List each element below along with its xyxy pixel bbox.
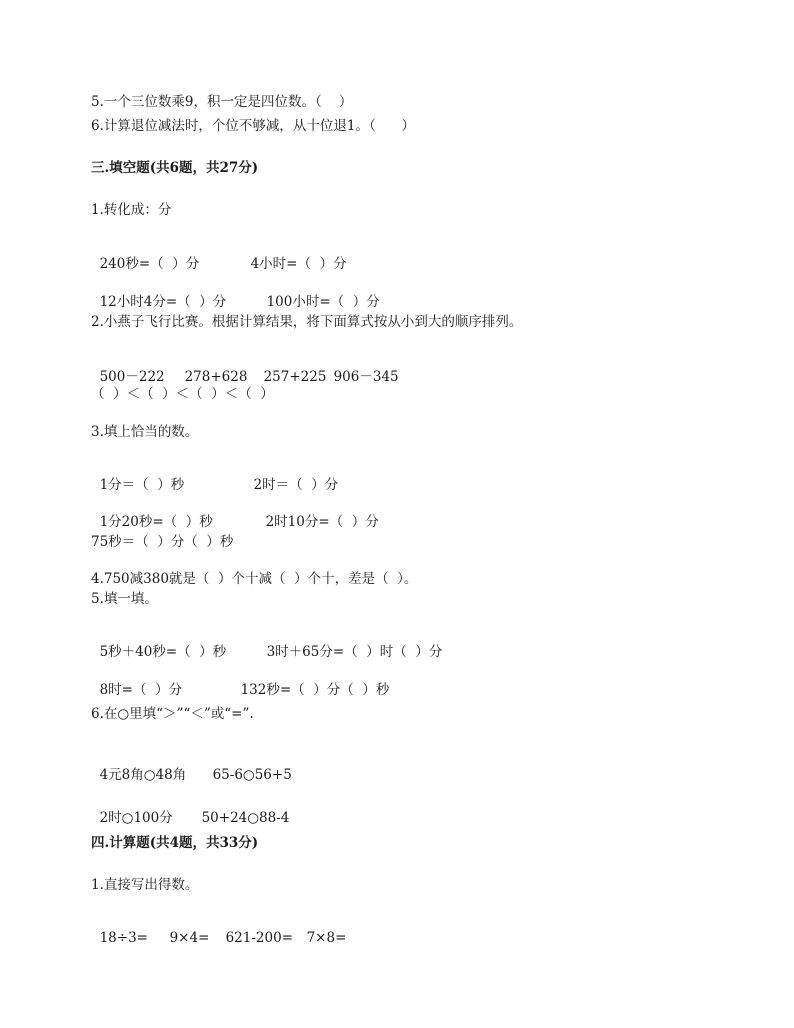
s4-q1-items <box>91 911 346 947</box>
s3-q5-row2 <box>91 663 389 699</box>
s3-q2-order: （ ）＜（ ）＜（ ）＜（ ） <box>91 386 274 402</box>
judgement-q6: 6.计算退位减法时，个位不够减，从十位退1。（ ） <box>91 118 415 134</box>
s3-q6-row1-b: 65-6○56+5 <box>212 767 292 783</box>
s3-q3-row2-b: 2时10分=（ ）分 <box>265 514 379 530</box>
s4-q1-item-1: 18÷3= <box>99 930 148 946</box>
s3-q2-exprs <box>91 350 399 386</box>
s3-q4: 4.750减380就是（ ）个十减（ ）个十，差是（ ）。 <box>91 571 418 587</box>
s3-q6-row1 <box>91 748 292 784</box>
s3-q5-row1-a: 5秒＋40秒=（ ）秒 <box>99 644 227 660</box>
s3-q5-row2-b: 132秒=（ ）分（ ）秒 <box>240 682 390 698</box>
s3-q6-row2 <box>91 791 289 827</box>
s3-q2-expr-2: 278+628 <box>184 369 248 385</box>
s4-q1-item-2: 9×4= <box>169 930 210 946</box>
s3-q1-title: 1.转化成：分 <box>91 202 172 218</box>
s3-q3-row2-a: 1分20秒=（ ）秒 <box>99 514 213 530</box>
s3-q5-row1-b: 3时＋65分=（ ）时（ ）分 <box>266 644 443 660</box>
s3-q3-row1 <box>91 458 338 494</box>
s3-q3-row2 <box>91 495 379 531</box>
s3-q6-row2-b: 50+24○88-4 <box>201 810 290 826</box>
s3-q2-expr-1: 500－222 <box>99 369 165 385</box>
section4-heading: 四.计算题(共4题，共33分) <box>91 835 259 851</box>
s3-q1-row1-b: 4小时=（ ）分 <box>250 256 347 272</box>
s4-q1-item-4: 7×8= <box>306 930 347 946</box>
s3-q1-row2-a: 12小时4分=（ ）分 <box>99 294 227 310</box>
section3-heading: 三.填空题(共6题，共27分) <box>91 160 259 176</box>
s3-q2-title: 2.小燕子飞行比赛。根据计算结果，将下面算式按从小到大的顺序排列。 <box>91 314 523 330</box>
s3-q3-title: 3.填上恰当的数。 <box>91 424 199 440</box>
s3-q2-expr-3: 257+225 <box>263 369 327 385</box>
s3-q1-row2-b: 100小时=（ ）分 <box>266 294 380 310</box>
s4-q1-title: 1.直接写出得数。 <box>91 877 199 893</box>
s3-q3-row1-a: 1分＝（ ）秒 <box>99 477 185 493</box>
s3-q5-title: 5.填一填。 <box>91 591 158 607</box>
judgement-q5: 5.一个三位数乘9，积一定是四位数。（ ） <box>91 94 353 110</box>
s3-q5-row2-a: 8时=（ ）分 <box>99 682 183 698</box>
s3-q3-row1-b: 2时＝（ ）分 <box>253 477 339 493</box>
s3-q3-row3: 75秒＝（ ）分（ ）秒 <box>91 534 234 550</box>
s3-q1-row1 <box>91 237 347 273</box>
s3-q2-expr-4: 906－345 <box>333 369 399 385</box>
s3-q1-row2 <box>91 275 380 311</box>
s3-q5-row1 <box>91 625 442 661</box>
s3-q1-row1-a: 240秒=（ ）分 <box>99 256 200 272</box>
s4-q1-item-3: 621-200= <box>225 930 294 946</box>
s3-q6-row1-a: 4元8角○48角 <box>99 767 187 783</box>
s3-q6-row2-a: 2时○100分 <box>99 810 173 826</box>
s3-q6-title: 6.在○里填“＞”“＜”或“=”. <box>91 706 254 722</box>
